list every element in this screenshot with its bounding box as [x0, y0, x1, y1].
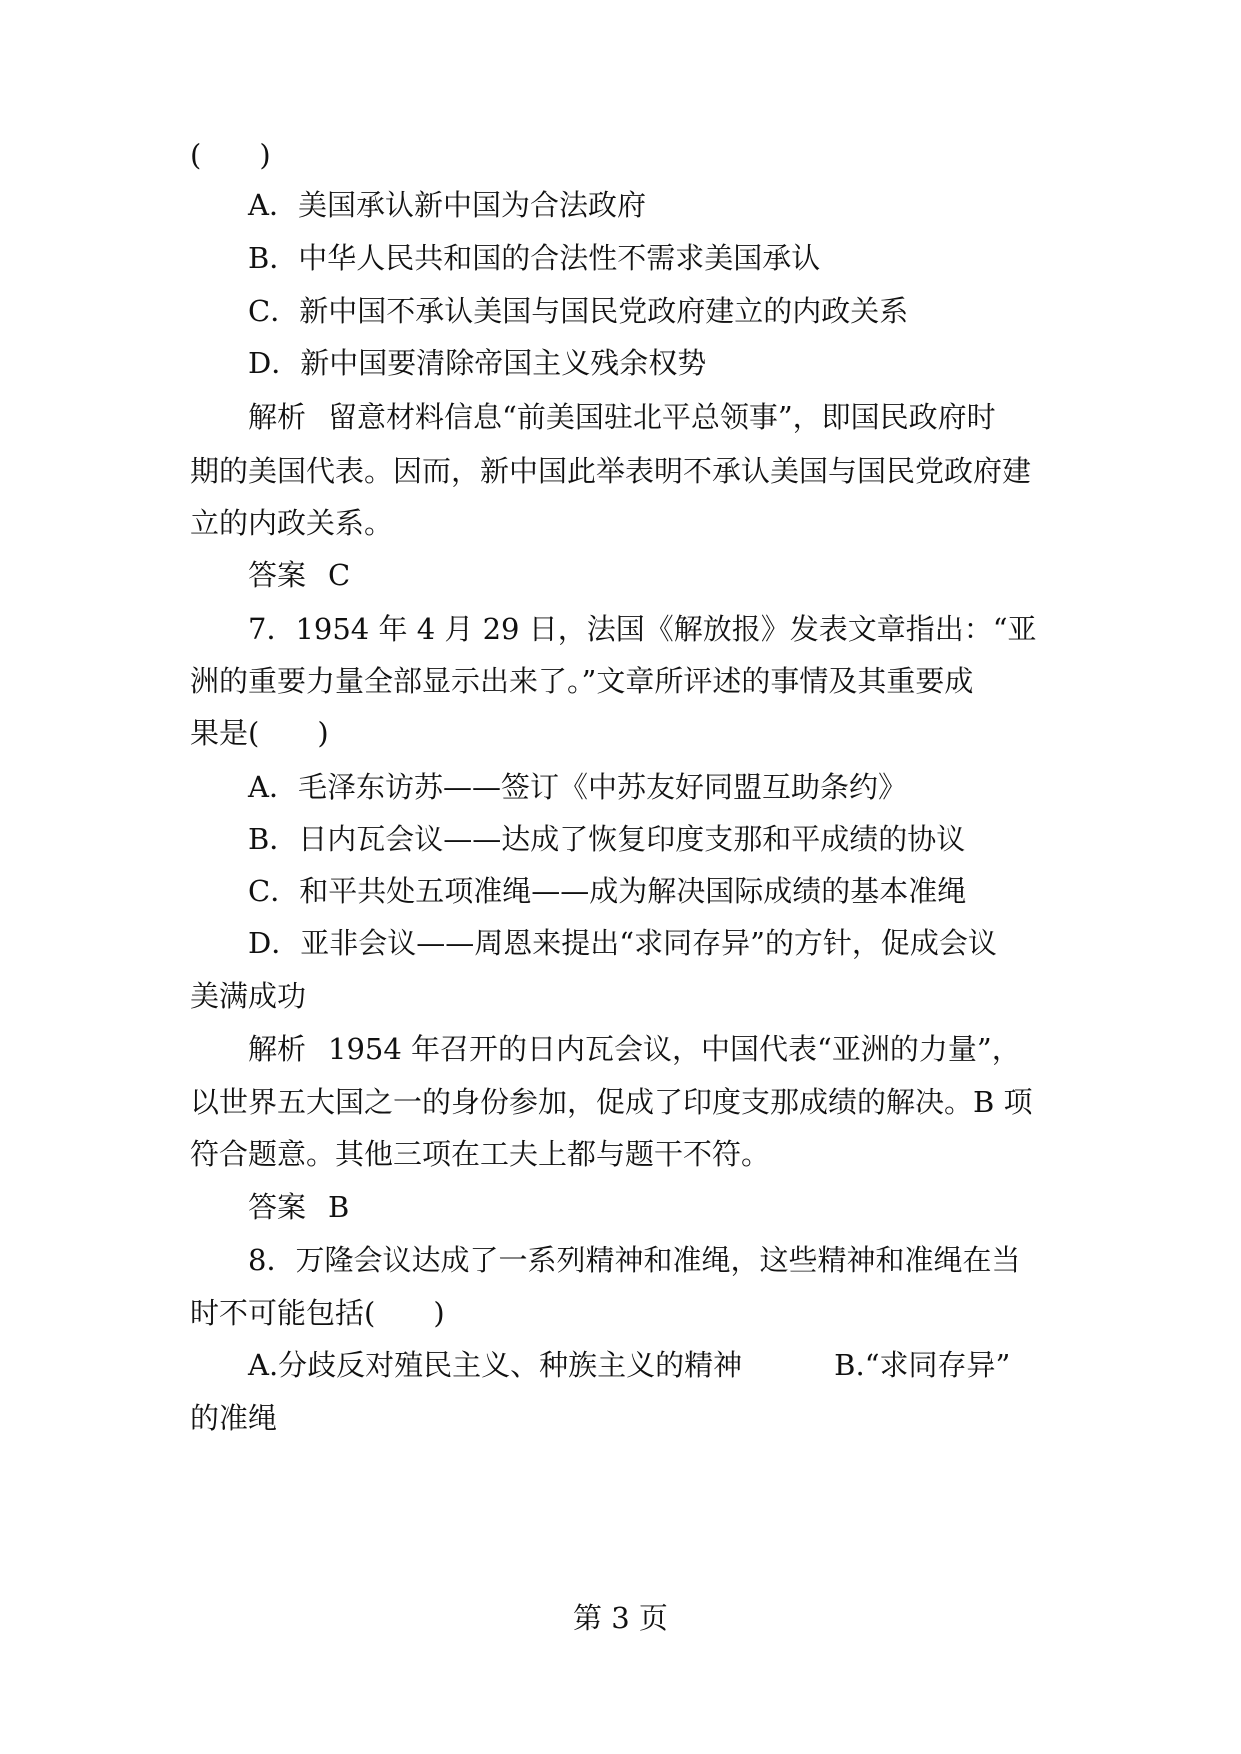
q6-answer-blank: ( ): [190, 138, 271, 172]
q6-analysis-line-2: 期的美国代表。因而，新中国此举表明不承认美国与国民党政府建: [190, 454, 1032, 488]
q7-option-c: C．和平共处五项准绳——成为解决国际成绩的基本准绳: [248, 874, 967, 908]
q7-analysis-line-1: [248, 1029, 1021, 1069]
q6-answer-label: 答案: [248, 558, 307, 592]
q6-analysis-line-3: 立的内政关系。: [190, 506, 394, 540]
q6-analysis-text: 留意材料信息“前美国驻北平总领事”，即国民政府时: [328, 400, 996, 434]
q7-analysis-line-2: 以世界五大国之一的身份参加，促成了印度支那成绩的解决。B 项: [190, 1085, 1033, 1119]
q8-stem-line-2: 时不可能包括( ): [190, 1296, 445, 1330]
q6-answer-line: [248, 555, 350, 595]
q8-option-b-cont: 的准绳: [190, 1401, 278, 1435]
q7-stem-line-3: 果是( ): [190, 716, 329, 750]
q7-answer-line: [248, 1187, 349, 1227]
q6-answer-value: C: [328, 558, 351, 592]
q8-stem-line-1: 8．万隆会议达成了一系列精神和准绳，这些精神和准绳在当: [248, 1243, 1021, 1277]
q7-option-a: A．毛泽东访苏——签订《中苏友好同盟互助条约》: [248, 770, 907, 804]
q7-analysis-line-3: 符合题意。其他三项在工夫上都与题干不符。: [190, 1137, 771, 1171]
q6-option-c: C．新中国不承认美国与国民党政府建立的内政关系: [248, 294, 909, 328]
q7-analysis-label: 解析: [248, 1032, 307, 1066]
q6-analysis-label: 解析: [248, 400, 307, 434]
q7-option-d-cont: 美满成功: [190, 979, 307, 1013]
q6-option-a: A．美国承认新中国为合法政府: [248, 188, 646, 222]
q7-option-b: B．日内瓦会议——达成了恢复印度支那和平成绩的协议: [248, 822, 966, 856]
q8-option-b: B.“求同存异”: [834, 1348, 1011, 1382]
q6-option-d: D．新中国要清除帝国主义残余权势: [248, 346, 707, 380]
q6-option-b: B．中华人民共和国的合法性不需求美国承认: [248, 241, 821, 275]
q7-answer-value: B: [328, 1190, 350, 1224]
q7-stem-line-1: 7．1954 年 4 月 29 日，法国《解放报》发表文章指出：“亚: [248, 612, 1037, 646]
q7-option-d: D．亚非会议——周恩来提出“求同存异”的方针，促成会议: [248, 926, 997, 960]
q7-stem-line-2: 洲的重要力量全部显示出来了。”文章所评述的事情及其重要成: [190, 664, 974, 698]
q7-analysis-text: 1954 年召开的日内瓦会议，中国代表“亚洲的力量”，: [328, 1032, 1021, 1066]
q7-answer-label: 答案: [248, 1190, 307, 1224]
q8-options-row: [248, 1345, 1010, 1385]
q6-analysis-line-1: [248, 397, 996, 437]
page-number: 第 3 页: [573, 1601, 668, 1635]
q8-option-a: A.分歧反对殖民主义、种族主义的精神: [248, 1348, 743, 1382]
